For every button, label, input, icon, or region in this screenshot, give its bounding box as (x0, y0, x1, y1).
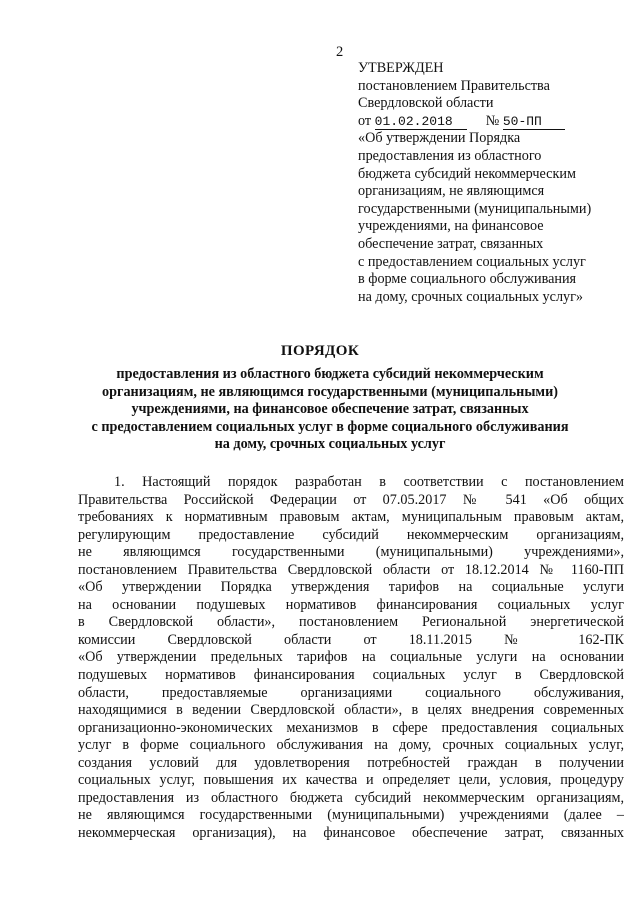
approval-date: 01.02.2018 (375, 115, 467, 130)
body-line: Правительства Российской Федерации от 07.05.2017 № 541 «Об общих (78, 491, 624, 508)
approval-title-line: на дому, срочных социальных услуг» (358, 288, 584, 305)
body-line: комиссии Свердловской области от 18.11.2015 № 162-ПК (78, 631, 624, 648)
body-line: регулирующим предоставление субсидий некоммерческим организациям, (78, 526, 624, 543)
page-number: 2 (336, 44, 344, 60)
approval-line-2: Свердловской области (358, 95, 494, 112)
approval-title-line: предоставления из областного (358, 147, 542, 164)
body-line: области, предоставляемые организациями социального обслуживания, (78, 684, 624, 701)
body-line: «Об утверждении Порядка утверждения тарифов на социальные услуги (78, 579, 624, 596)
approval-title-line: с предоставлением социальных услуг (358, 253, 586, 270)
subtitle-line: учреждениями, на финансовое обеспечение затрат, связанных (131, 401, 529, 418)
document-title: ПОРЯДОК (280, 343, 360, 359)
body-line: на основании подушевых нормативов финансирования социальных услуг (78, 596, 624, 613)
document-subtitle (70, 366, 590, 454)
body-line: социальных услуг, повышения их качества и определяет цели, условия, процедуру (78, 772, 624, 789)
body-line: постановлением Правительства Свердловской области от 18.12.2014 № 1160-ПП (78, 561, 624, 578)
body-line: подушевых нормативов финансирования социальных услуг в Свердловской (78, 667, 624, 684)
approval-title-line: бюджета субсидий некоммерческим (358, 165, 576, 182)
body-line: «Об утверждении предельных тарифов на социальные услуги на основании (78, 649, 624, 666)
approval-title-line: организациям, не являющимся (358, 183, 545, 200)
subtitle-line: с предоставлением социальных услуг в форме социального обслуживания (91, 418, 569, 435)
approval-number: 50-ПП (503, 115, 565, 130)
body-line: не являющимся государственными (муниципальными) учреждениями (далее – (78, 807, 624, 824)
approval-heading: УТВЕРЖДЕН (358, 60, 444, 76)
subtitle-line: организациям, не являющимся государственными (муниципальными) (102, 383, 558, 400)
approval-title-line: учреждениями, на финансовое (358, 218, 544, 235)
approval-date-line (358, 113, 620, 131)
number-prefix: № (485, 112, 500, 129)
body-line: организационно-экономических механизмов в сфере предоставления социальных (78, 719, 624, 736)
body-line: в Свердловской области», постановлением Региональной энергетической (78, 614, 624, 631)
body-line: не являющимся государственными (муниципальными) учреждениями», (78, 544, 624, 561)
approval-title-line: обеспечение затрат, связанных (358, 235, 544, 252)
date-prefix: от (358, 112, 372, 129)
subtitle-line: предоставления из областного бюджета субсидий некоммерческим (116, 366, 544, 382)
body-paragraph (78, 474, 624, 842)
body-line: некоммерческая организация), на финансовое обеспечение затрат, связанных (78, 824, 624, 841)
approval-line-1: постановлением Правительства (358, 77, 550, 94)
body-line: создания условий для удовлетворения потребностей граждан в получении (78, 754, 624, 771)
approval-title-line: «Об утверждении Порядка (358, 130, 521, 147)
approval-title-line: в форме социального обслуживания (358, 271, 577, 288)
body-line: услуг в форме социального обслуживания на дому, срочных социальных услуг, (78, 737, 624, 754)
body-line: находящимися в ведении Свердловской области», в целях внедрения современных (78, 702, 624, 719)
subtitle-line: на дому, срочных социальных услуг (214, 436, 446, 453)
body-line: требованиях к нормативным правовым актам, муниципальным правовым актам, (78, 509, 624, 526)
approval-block (358, 60, 620, 306)
body-line: 1. Настоящий порядок разработан в соответствии с постановлением (114, 474, 624, 490)
body-line: предоставления из областного бюджета субсидий некоммерческим организациям, (78, 789, 624, 806)
approval-title-line: государственными (муниципальными) (358, 200, 592, 217)
